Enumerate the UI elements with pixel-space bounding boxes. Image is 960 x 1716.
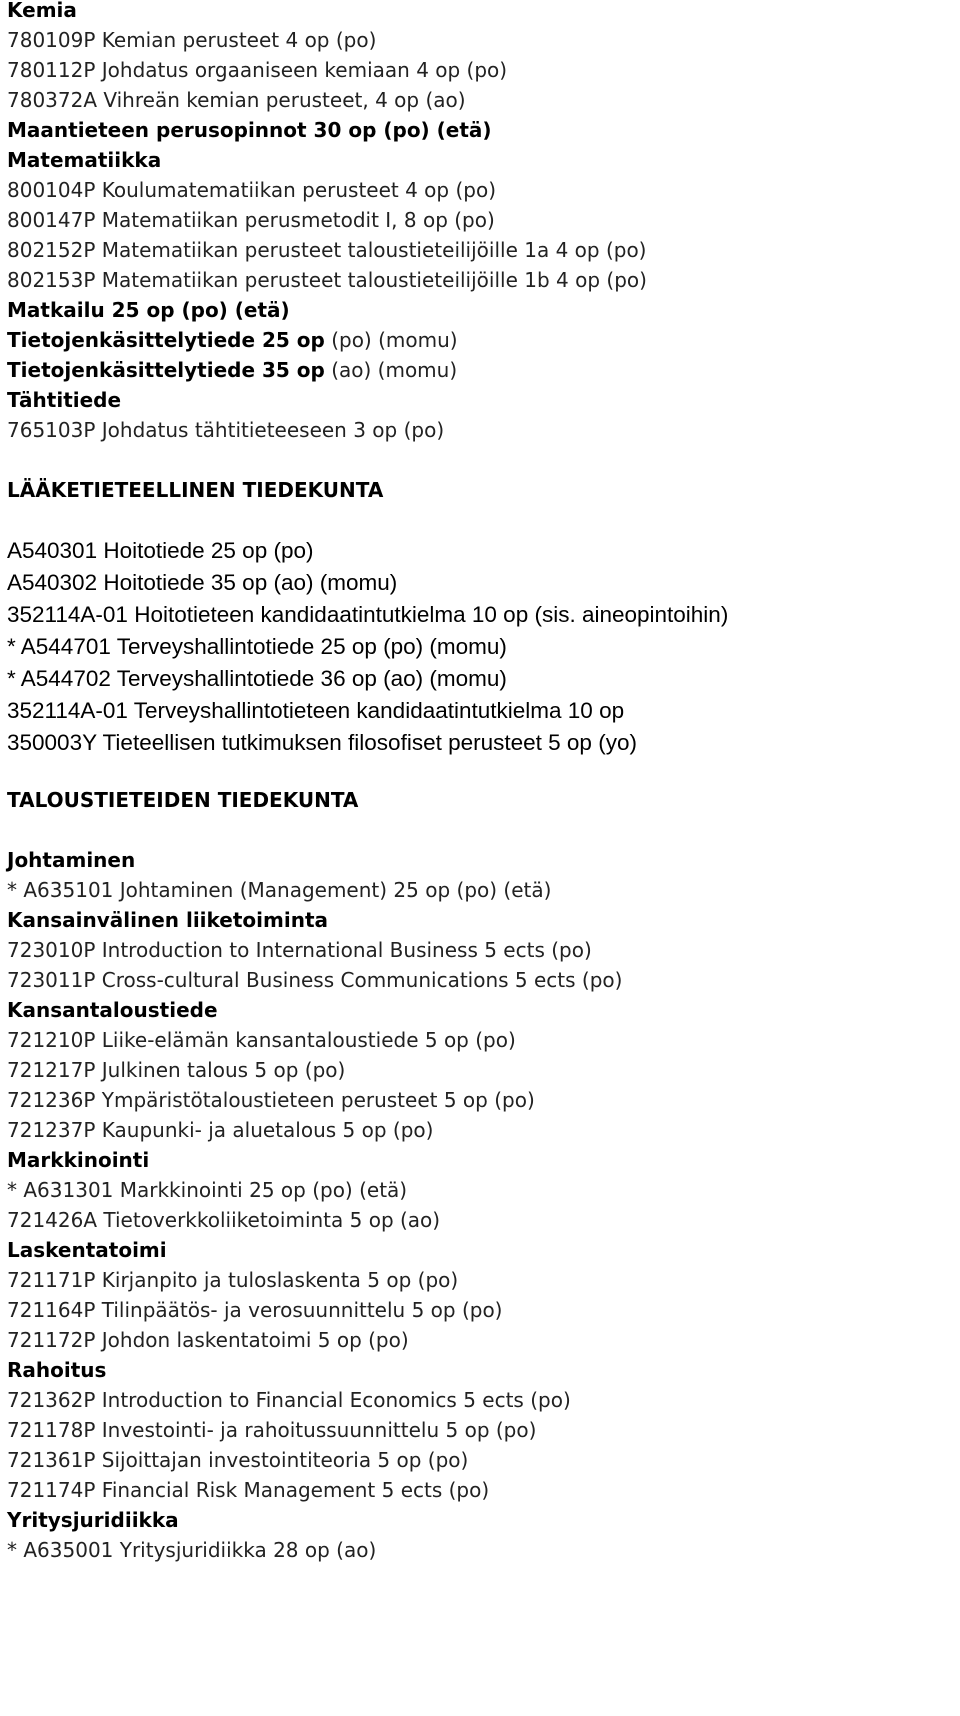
course-item: 780372A Vihreän kemian perusteet, 4 op (ao) bbox=[7, 88, 466, 112]
course-item: * A635101 Johtaminen (Management) 25 op (po) (etä) bbox=[7, 878, 552, 902]
course-item: 721362P Introduction to Financial Economics 5 ects (po) bbox=[7, 1388, 571, 1412]
group-heading: Markkinointi bbox=[7, 1148, 150, 1172]
course-item: 721174P Financial Risk Management 5 ects (po) bbox=[7, 1478, 490, 1502]
group-heading: Yritysjuridiikka bbox=[7, 1508, 179, 1532]
faculty-heading-taloustieteiden: TALOUSTIETEIDEN TIEDEKUNTA bbox=[7, 788, 359, 812]
course-item: * A544701 Terveyshallintotiede 25 op (po) (momu) bbox=[7, 634, 507, 659]
course-item: 721361P Sijoittajan investointiteoria 5 op (po) bbox=[7, 1448, 469, 1472]
subject-tietojenkasittely-35 bbox=[7, 360, 457, 380]
course-item: 721164P Tilinpäätös- ja verosuunnittelu 5 op (po) bbox=[7, 1298, 503, 1322]
group-heading: Laskentatoimi bbox=[7, 1238, 167, 1262]
course-item: 780112P Johdatus orgaaniseen kemiaan 4 op (po) bbox=[7, 58, 508, 82]
subject-suffix: (po) (momu) bbox=[324, 328, 458, 352]
group-heading: Johtaminen bbox=[7, 848, 136, 872]
course-item: 802152P Matematiikan perusteet taloustieteilijöille 1a 4 op (po) bbox=[7, 238, 647, 262]
course-item: * A635001 Yritysjuridiikka 28 op (ao) bbox=[7, 1538, 377, 1562]
subject-suffix: (ao) (momu) bbox=[324, 358, 458, 382]
course-item: * A544702 Terveyshallintotiede 36 op (ao) (momu) bbox=[7, 666, 507, 691]
course-item: A540301 Hoitotiede 25 op (po) bbox=[7, 538, 314, 563]
subject-matkailu: Matkailu 25 op (po) (etä) bbox=[7, 298, 290, 322]
course-item: 721426A Tietoverkkoliiketoiminta 5 op (ao) bbox=[7, 1208, 441, 1232]
course-item: 350003Y Tieteellisen tutkimuksen filosofiset perusteet 5 op (yo) bbox=[7, 730, 637, 755]
subject-name: Tietojenkäsittelytiede 25 op bbox=[7, 328, 325, 352]
course-item: 723010P Introduction to International Business 5 ects (po) bbox=[7, 938, 592, 962]
course-item: 723011P Cross-cultural Business Communications 5 ects (po) bbox=[7, 968, 623, 992]
group-heading: Kansantaloustiede bbox=[7, 998, 218, 1022]
subject-tietojenkasittely-25 bbox=[7, 330, 458, 350]
heading-kemia: Kemia bbox=[7, 0, 77, 22]
course-item: 780109P Kemian perusteet 4 op (po) bbox=[7, 28, 377, 52]
course-item: 802153P Matematiikan perusteet taloustieteilijöille 1b 4 op (po) bbox=[7, 268, 647, 292]
course-item: 721237P Kaupunki- ja aluetalous 5 op (po) bbox=[7, 1118, 434, 1142]
subject-name: Tietojenkäsittelytiede 35 op bbox=[7, 358, 325, 382]
course-item: 800147P Matematiikan perusmetodit I, 8 op (po) bbox=[7, 208, 495, 232]
course-item: * A631301 Markkinointi 25 op (po) (etä) bbox=[7, 1178, 408, 1202]
course-item: 721217P Julkinen talous 5 op (po) bbox=[7, 1058, 346, 1082]
faculty-heading-laaketieteellinen: LÄÄKETIETEELLINEN TIEDEKUNTA bbox=[7, 478, 384, 502]
course-item: 721172P Johdon laskentatoimi 5 op (po) bbox=[7, 1328, 409, 1352]
course-item: 721178P Investointi- ja rahoitussuunnittelu 5 op (po) bbox=[7, 1418, 537, 1442]
group-heading: Rahoitus bbox=[7, 1358, 107, 1382]
course-item: 721171P Kirjanpito ja tuloslaskenta 5 op (po) bbox=[7, 1268, 459, 1292]
subject-maantiede: Maantieteen perusopinnot 30 op (po) (etä) bbox=[7, 118, 492, 142]
course-item: 352114A-01 Terveyshallintotieteen kandidaatintutkielma 10 op bbox=[7, 698, 625, 723]
course-item: 800104P Koulumatematiikan perusteet 4 op (po) bbox=[7, 178, 497, 202]
group-heading: Kansainvälinen liiketoiminta bbox=[7, 908, 329, 932]
course-item: 352114A-01 Hoitotieteen kandidaatintutkielma 10 op (sis. aineopintoihin) bbox=[7, 602, 729, 627]
heading-tahtitiede: Tähtitiede bbox=[7, 388, 122, 412]
course-item: 765103P Johdatus tähtitieteeseen 3 op (po) bbox=[7, 418, 445, 442]
course-item: 721236P Ympäristötaloustieteen perusteet 5 op (po) bbox=[7, 1088, 535, 1112]
course-item: A540302 Hoitotiede 35 op (ao) (momu) bbox=[7, 570, 398, 595]
heading-matematiikka: Matematiikka bbox=[7, 148, 162, 172]
course-item: 721210P Liike-elämän kansantaloustiede 5 op (po) bbox=[7, 1028, 516, 1052]
